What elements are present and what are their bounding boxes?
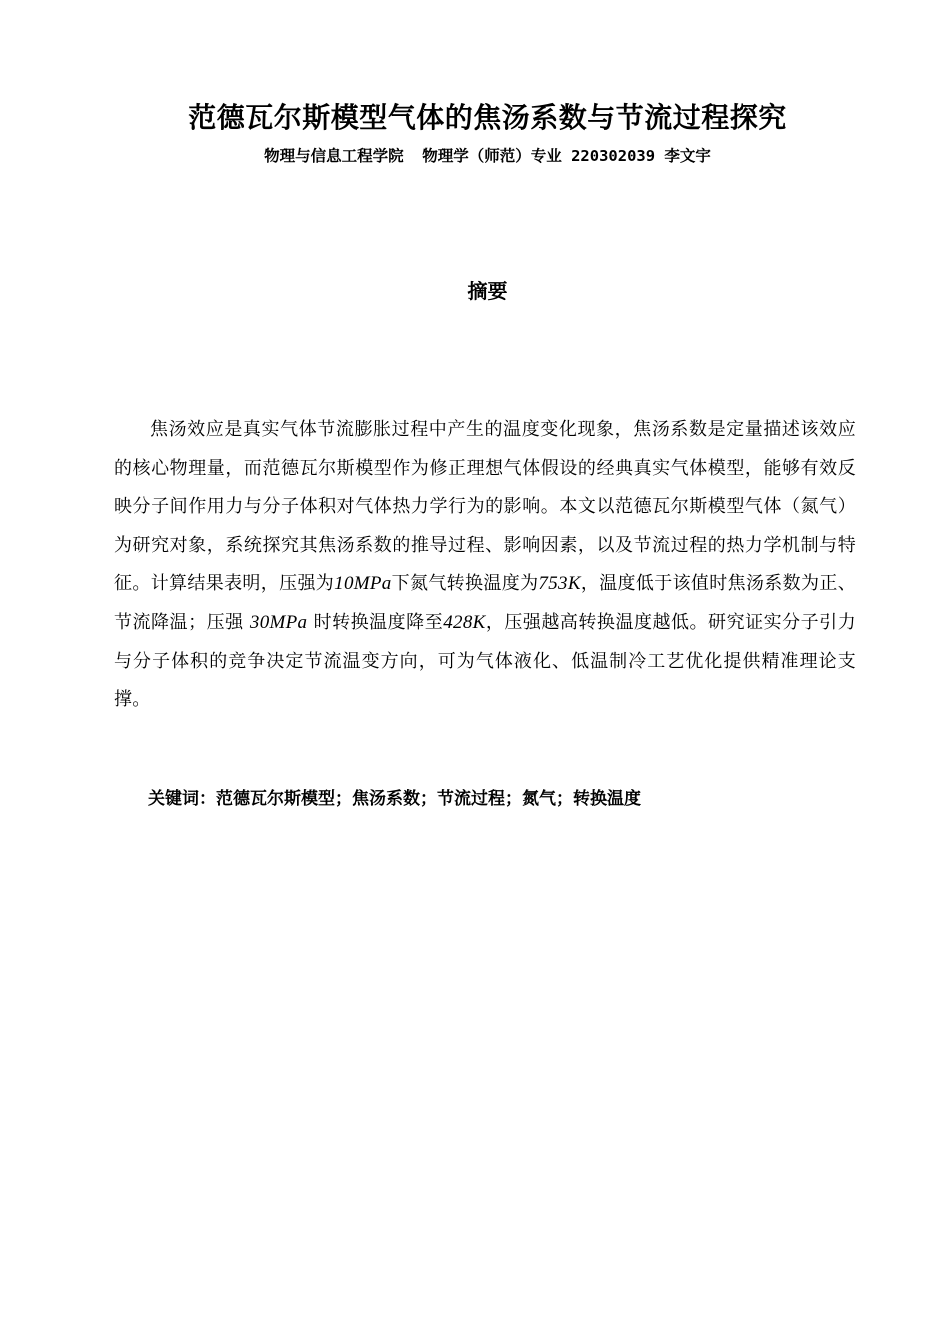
paper-title: 范德瓦尔斯模型气体的焦汤系数与节流过程探究 — [188, 101, 787, 134]
abstract-text-3: ，温度低于该值时焦汤系数为正、节流降温；压强 — [114, 573, 856, 633]
abstract-value-temperature-1: 753K — [538, 573, 581, 595]
abstract-value-pressure-1: 10MPa — [334, 573, 392, 595]
abstract-paragraph — [114, 411, 856, 720]
abstract-value-temperature-2: 428K — [443, 611, 486, 633]
author-line: 物理与信息工程学院 物理学（师范）专业 220302039 李文宇 — [264, 147, 711, 165]
abstract-heading: 摘要 — [467, 279, 508, 303]
abstract-text-4: 时转换温度降至 — [307, 611, 444, 633]
keywords-line: 关键词：范德瓦尔斯模型；焦汤系数；节流过程；氮气；转换温度 — [148, 789, 641, 809]
abstract-text-5: ，压强越高转换温度越低。研究证实分子引力与分子体积的竞争决定节流温变方向，可为气体液化、低温制冷工艺优化提供精准理论支撑。 — [114, 611, 857, 711]
abstract-text-2: 下氮气转换温度为 — [391, 573, 539, 595]
abstract-value-pressure-2: 30MPa — [249, 611, 308, 633]
abstract-text-1: 焦汤效应是真实气体节流膨胀过程中产生的温度变化现象，焦汤系数是定量描述该效应的核心物理量，而范德瓦尔斯模型作为修正理想气体假设的经典真实气体模型，能够有效反映分子间作用力与分子体积对气体热力学行为的影响。本文以范德瓦尔斯模型气体（氮气）为研究对象，系统探究其焦汤系数的推导过程、影响因素，以及节流过程的热力学机制与特征。计算结果表明，压强为 — [114, 419, 856, 595]
